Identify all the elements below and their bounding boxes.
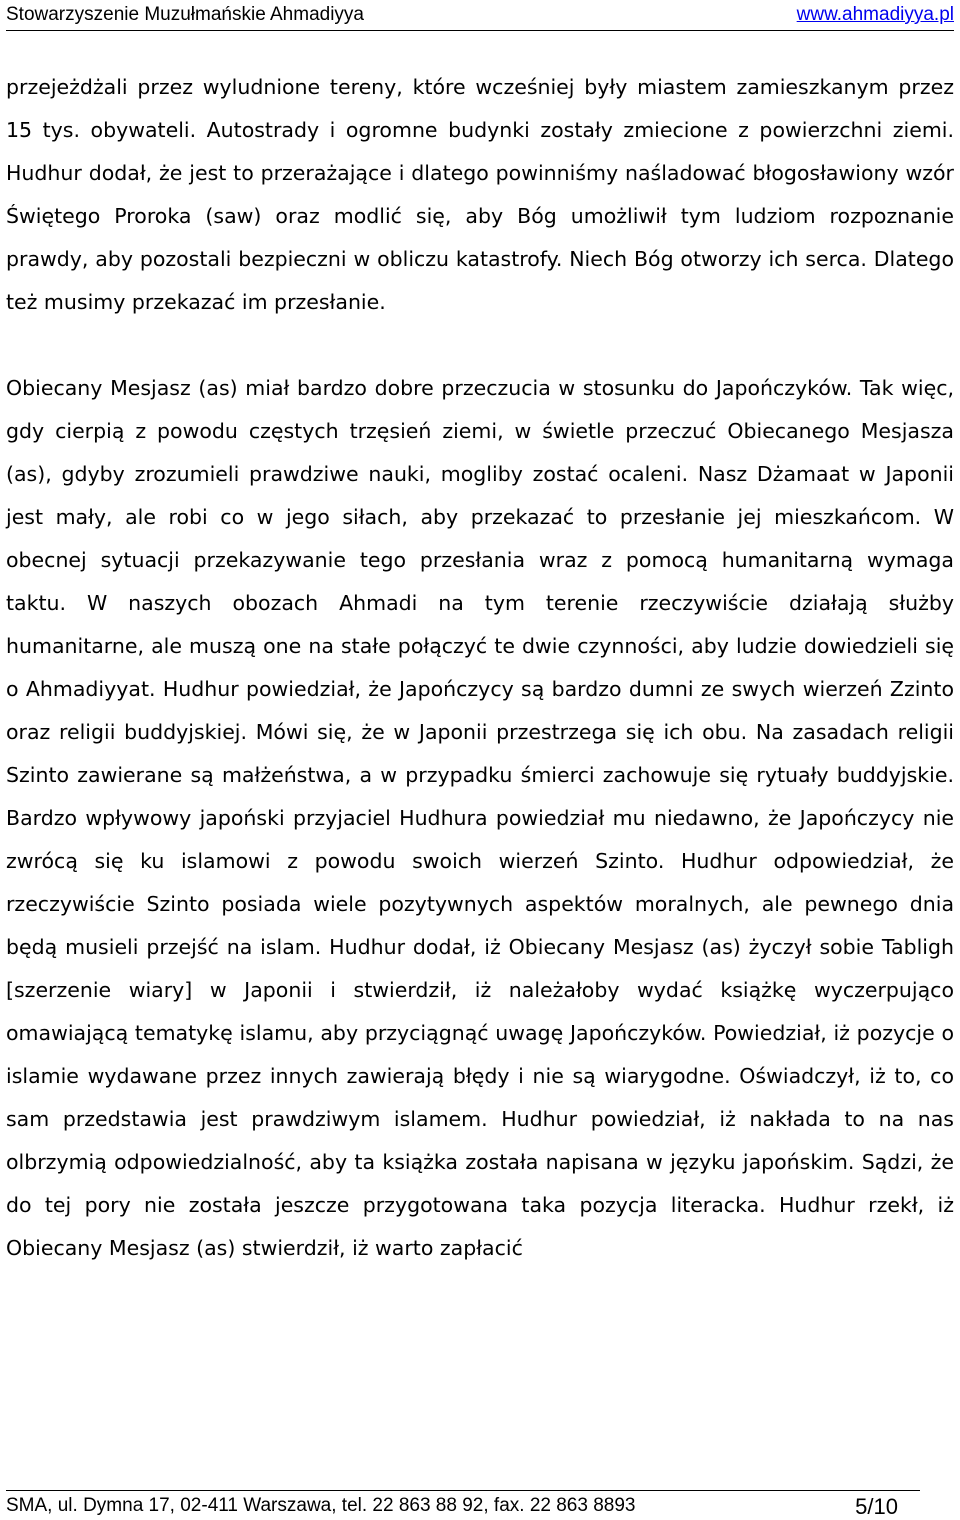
page-header	[6, 0, 954, 31]
paragraph-2: Obiecany Mesjasz (as) miał bardzo dobre przeczucia w stosunku do Japończyków. Tak więc, gdy cierpią z powodu częstych trzęsień ziemi, w świetle przeczuć Obiecanego Mesjasza (as), gdyby zrozumieli prawdziwe nauki, mogliby zostać ocaleni. Nasz Dżamaat w Japonii jest mały, ale robi co w jego siłach, aby przekazać to przesłanie jej mieszkańcom. W obecnej sytuacji przekazywanie tego przesłania wraz z pomocą humanitarną wymaga taktu. W naszych obozach Ahmadi na tym terenie rzeczywiście działają służby humanitarne, ale muszą one na stałe połączyć te dwie czynności, aby ludzie dowiedzieli się o Ahmadiyyat. Hudhur powiedział, że Japończycy są bardzo dumni ze swych wierzeń Zzinto oraz religii buddyjskiej. Mówi się, że w Japonii przestrzega się ich obu. Na zasadach religii Szinto zawierane są małżeństwa, a w przypadku śmierci zachowuje się rytuały buddyjskie. Bardzo wpływowy japoński przyjaciel Hudhura powiedział mu niedawno, że Japończycy nie zwrócą się ku islamowi z powodu swoich wierzeń Szinto. Hudhur odpowiedział, że rzeczywiście Szinto posiada wiele pozytywnych aspektów moralnych, ale pewnego dnia będą musieli przejść na islam. Hudhur dodał, iż Obiecany Mesjasz (as) życzył sobie Tabligh [szerzenie wiary] w Japonii i stwierdził, iż należałoby wydać książkę wyczerpująco omawiającą tematykę islamu, aby przyciągnąć uwagę Japończyków. Powiedział, iż pozycje o islamie wydawane przez innych zawierają błędy i nie są wiarygodne. Oświadczył, iż to, co sam przedstawia jest prawdziwym islamem. Hudhur powiedział, iż nakłada to na nas olbrzymią odpowiedzialność, aby ta książka została napisana w języku japońskim. Sądzi, że do tej pory nie została jeszcze przygotowana taka pozycja literacka. Hudhur rzekł, iż Obiecany Mesjasz (as) stwierdził, iż warto zapłacić	[6, 376, 954, 1260]
organization-name: Stowarzyszenie Muzułmańskie Ahmadiyya	[6, 4, 364, 25]
document-body	[6, 66, 954, 1270]
website-link[interactable]: www.ahmadiyya.pl	[796, 4, 954, 25]
page-footer	[6, 1490, 920, 1519]
footer-address: SMA, ul. Dymna 17, 02-411 Warszawa, tel. 22 863 88 92, fax. 22 863 8893	[6, 1495, 636, 1516]
page-number: 5/10	[855, 1494, 898, 1519]
paragraph-1: przejeżdżali przez wyludnione tereny, które wcześniej były miastem zamieszkanym przez 15 tys. obywateli. Autostrady i ogromne budynki zostały zmiecione z powierzchni ziemi. Hudhur dodał, że jest to przerażające i dlatego powinniśmy naśladować błogosławiony wzór Świętego Proroka (saw) oraz modlić się, aby Bóg umożliwił tym ludziom rozpoznanie prawdy, aby pozostali bezpieczni w obliczu katastrofy. Niech Bóg otworzy ich serca. Dlatego też musimy przekazać im przesłanie.	[6, 75, 954, 314]
